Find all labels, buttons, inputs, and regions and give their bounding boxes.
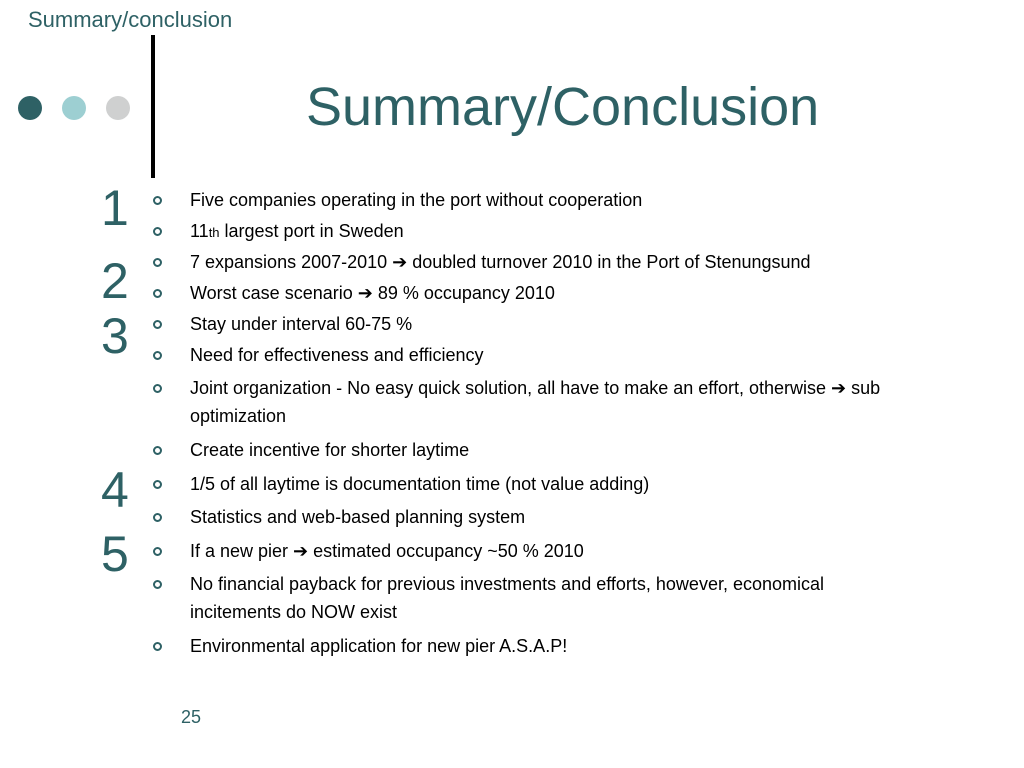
bullet-ordinal: 11 [190, 221, 209, 241]
decorative-dot-dark [18, 96, 42, 120]
section-number-1: 1 [101, 180, 129, 236]
bullet-item [190, 217, 910, 247]
bullet-item: 7 expansions 2007-2010 ➔ doubled turnover 2010 in the Port of Stenungsund [190, 248, 910, 276]
section-number-5: 5 [101, 526, 129, 582]
decorative-dot-teal [62, 96, 86, 120]
page-number: 25 [181, 707, 202, 727]
bullet-item: Create incentive for shorter laytime [190, 436, 910, 464]
slide-title: Summary/Conclusion [306, 77, 820, 137]
bullet-ordinal-suffix: th [208, 225, 220, 240]
bullet-item: Statistics and web-based planning system [190, 503, 910, 531]
section-number-2: 2 [101, 253, 129, 309]
section-number-3: 3 [101, 308, 129, 364]
bullet-item: Worst case scenario ➔ 89 % occupancy 2010 [190, 279, 910, 307]
bullet-item: Joint organization - No easy quick solution, all have to make an effort, otherwise ➔ sub optimization [190, 374, 900, 430]
bullet-item: Stay under interval 60-75 % [190, 310, 910, 338]
bullet-item: 1/5 of all laytime is documentation time (not value adding) [190, 470, 910, 498]
bullet-item: If a new pier ➔ estimated occupancy ~50 % 2010 [190, 537, 910, 565]
decorative-dot-gray [106, 96, 130, 120]
bullet-item: Five companies operating in the port without cooperation [190, 186, 910, 214]
bullet-item: Environmental application for new pier A.S.A.P! [190, 632, 910, 660]
bullet-rest: largest port in Sweden [219, 221, 404, 241]
divider-line [151, 35, 155, 178]
bullet-item: Need for effectiveness and efficiency [190, 341, 910, 369]
bullet-item: No financial payback for previous investments and efforts, however, economical incitements do NOW exist [190, 570, 905, 626]
section-number-4: 4 [101, 462, 129, 518]
header-title: Summary/conclusion [28, 7, 233, 32]
